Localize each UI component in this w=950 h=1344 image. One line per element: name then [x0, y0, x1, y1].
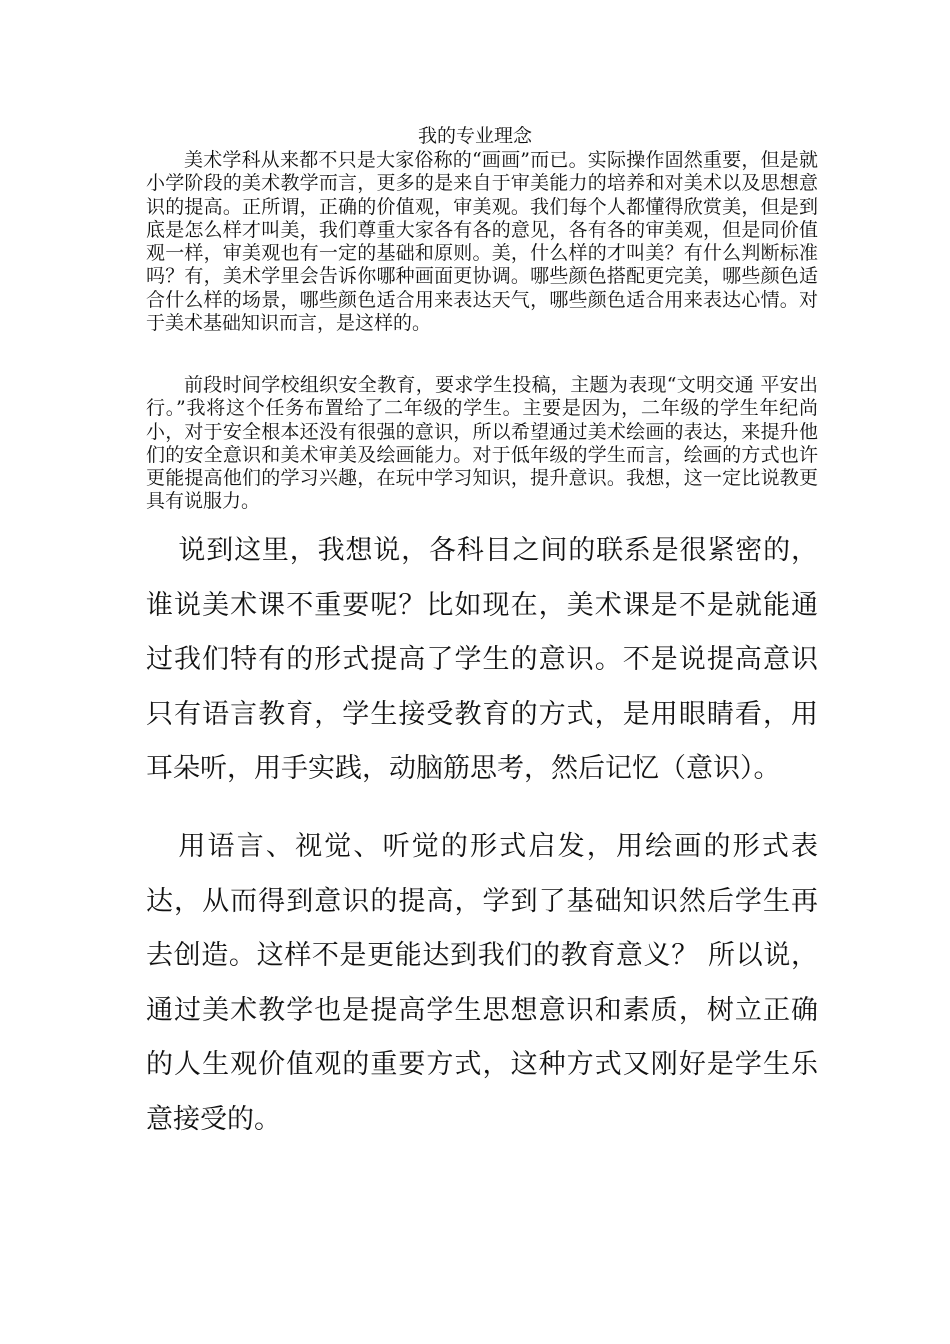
paragraph-2: 前段时间学校组织安全教育，要求学生投稿，主题为表现“文明交通 平安出行。”我将这个任务布置给了二年级的学生。主要是因为，二年级的学生年纪尚小，对于安全根本还没有很强的意识，所以希望通过美术绘画的表达，来提升他们的安全意识和美术审美及绘画能力。对于低年级的学生而言，绘画的方式也许更能提高他们的学习兴趣，在玩中学习知识，提升意识。我想，这一定比说教更具有说服力。 — [146, 374, 818, 513]
paragraph-4: 用语言、视觉、听觉的形式启发，用绘画的形式表达，从而得到意识的提高，学到了基础知识然后学生再去创造。这样不是更能达到我们的教育意义？ 所以说，通过美术教学也是提高学生思想意识和素质，树立正确的人生观价值观的重要方式，这种方式又刚好是学生乐意接受的。 — [146, 831, 818, 1135]
paragraph-3: 说到这里，我想说，各科目之间的联系是很紧密的，谁说美术课不重要呢？比如现在，美术课是不是就能通过我们特有的形式提高了学生的意识。不是说提高意识只有语言教育，学生接受教育的方式，是用眼睛看，用耳朵听，用手实践，动脑筋思考，然后记忆（意识）。 — [146, 535, 818, 784]
document-title: 我的专业理念 — [417, 125, 532, 147]
paragraph-1: 美术学科从来都不只是大家俗称的“画画”而已。实际操作固然重要，但是就小学阶段的美术教学而言，更多的是来自于审美能力的培养和对美术以及思想意识的提高。正所谓，正确的价值观，审美观。我们每个人都懂得欣赏美，但是到底是怎么样才叫美，我们尊重大家各有各的意见，各有各的审美观，但是同价值观一样，审美观也有一定的基础和原则。美，什么样的才叫美？有什么判断标准吗？有，美术学里会告诉你哪种画面更协调。哪些颜色搭配更完美，哪些颜色适合什么样的场景，哪些颜色适合用来表达天气，哪些颜色适合用来表达心情。对于美术基础知识而言，是这样的。 — [146, 149, 818, 335]
